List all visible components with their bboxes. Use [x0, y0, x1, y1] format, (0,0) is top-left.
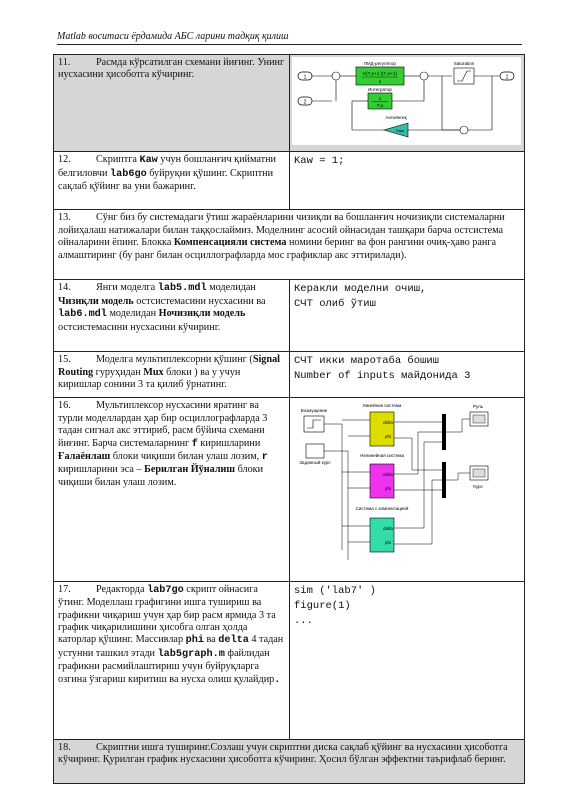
task-table [53, 54, 525, 784]
code-inline-kaw: Kaw [139, 155, 158, 167]
task-row-18 [54, 739, 525, 783]
task-text-11 [54, 55, 290, 152]
text-fragment: киришларини [197, 437, 261, 449]
header-divider [57, 44, 522, 45]
task-number: 12. [58, 154, 71, 166]
saturation-block [454, 68, 474, 84]
code-inline-lab5graph: lab5graph.m [157, 648, 225, 660]
code-line: Kaw = 1; [294, 155, 345, 168]
text-fragment: Скриптга [96, 154, 140, 166]
saturation-label: Saturation [453, 61, 475, 66]
task-text-18 [54, 739, 525, 783]
task-number: 11. [58, 57, 71, 68]
antiwindup-label: Антиянгиқ [385, 115, 407, 120]
code-line: figure(1) [294, 599, 351, 612]
code-line: sim ('lab7' ) [294, 584, 376, 597]
task-text: Скриптни ишга туширинг.Созлаш учун скриптни диска сақлаб қўйинг ва нусхасини ҳисоботга кўчиринг. Қурилган график нусхасини ҳисоботга кўчиринг. Ҳосил бўлган эффектни таърифлаб беринг. [58, 741, 508, 766]
sys2-phi-port: phi [384, 486, 392, 492]
task-text-14 [54, 280, 290, 352]
text-fragment: остсистемасини нусхасини ва [133, 295, 266, 307]
task-number: 13. [58, 212, 71, 224]
task-row-13 [54, 210, 525, 280]
task-text-12 [54, 152, 290, 210]
sys3-label: Система с компенсацией [355, 506, 409, 512]
bold-term: Signal Routing [58, 354, 280, 378]
text-fragment: скрипт ойнасига ўтинг. Моделлаш графигини ишга тушириш ва графикни чиқариш учун ҳар бир расм ярмида 3 та график чиқарилишини ҳисобга олган ҳолда каторлар қўшинг. Массивлар [58, 583, 276, 646]
output-port-1-label: 1 [505, 74, 509, 81]
code-line: Керакли моделни очиш, [294, 283, 427, 296]
text-fragment: Мультиплексор нусхасини яратинг ва турли моделлардан ҳар бир осциллографларда 3 тадан сигнал акс эттириб, расм бўйича схемани йиғинг. Барча системаларнинг [58, 400, 268, 449]
bold-term: Ғалаёнлаш [58, 451, 111, 463]
code-inline-r: r [261, 452, 268, 464]
task-text-13 [54, 210, 525, 280]
scope2-label: Курс [473, 484, 483, 490]
code-cell-14 [290, 280, 525, 352]
task-number: 14. [58, 282, 71, 294]
task-text-17 [54, 581, 290, 739]
task-number: 18. [58, 741, 71, 753]
task-row-17 [54, 581, 525, 739]
bold-term: Берилган Йўналиш [144, 464, 236, 476]
sum-junction-3 [460, 126, 468, 134]
task-text: Расмда кўрсатилган схемани йиғинг. Унинг нусхасини ҳисоботга кўчиринг. [58, 57, 285, 81]
code-cell-12 [290, 152, 525, 210]
kaw-gain-label: Kaw [396, 128, 404, 133]
task-row-15 [54, 352, 525, 398]
text-fragment: Редакторда [96, 583, 148, 595]
code-line: СЧТ олиб ўтиш [294, 298, 376, 311]
code-inline-dot: . [274, 674, 281, 686]
code-line: СЧТ икки маротаба бошиш [294, 355, 439, 368]
compensated-system-block [370, 518, 394, 552]
task-text-15 [54, 352, 290, 398]
text-fragment: остсистемасини нусхасини кўчиринг. [58, 321, 221, 333]
sys2-label: Нелинейная система [359, 453, 405, 459]
mux-2 [442, 462, 446, 498]
input-port-2-label: 2 [303, 99, 307, 106]
code-cell-17 [290, 581, 525, 739]
text-fragment: блоки ) ва у учун киришлар сонини 3 та қилиб ўрнатинг. [58, 366, 241, 391]
mux-diagram [292, 400, 521, 574]
sum-junction-2 [420, 72, 428, 80]
sys2-delta-port: delta [383, 472, 393, 478]
code-inline-lab6go: lab6go [110, 168, 147, 180]
bold-term: Чизиқли модель [58, 295, 134, 307]
text-fragment: Янги моделга [96, 282, 158, 294]
code-line: Number of inputs майдонида 3 [294, 370, 471, 383]
text-fragment: гуруҳидан [93, 366, 144, 378]
text-fragment: блоки чиқиши билан улаш лозим, [110, 451, 262, 463]
code-inline-lab5: lab5.mdl [157, 283, 207, 295]
code-inline-phi: phi [185, 635, 204, 647]
text-fragment: номини беринг ва фон рангини очиқ-ҳаво ранга алмаштиринг (бу ранг билан осциллографларда мос графиклар акс эттирилади). [58, 237, 497, 261]
sys3-delta-port: delta [383, 526, 393, 532]
mux-diagram-cell [290, 398, 525, 581]
step-block [304, 416, 324, 432]
bold-term: Mux [143, 366, 164, 378]
page-header: Matlab воситаси ёрдамида АБС ларини тадқиқ қилиш [57, 31, 289, 42]
text-fragment: файлидан графикни расмийлаштириш учун буйруқларга озгина ўзгариш киритиш ва нусха олиш қулайдир [58, 647, 275, 685]
sum-junction-1 [332, 72, 340, 80]
pid-formula: K(T₁s+1 )(T₂s+1) [363, 71, 397, 76]
text-fragment: Моделга мультиплексорни қўшинг ( [96, 354, 253, 366]
text-fragment: киришларини эса – [58, 464, 145, 476]
text-fragment: блоки чиқиши билан улаш лозим. [58, 464, 264, 488]
bold-term: Компенсацияли система [173, 237, 287, 249]
code-line: ... [294, 614, 313, 627]
integrator-label: Интегратор [368, 87, 392, 92]
sys1-delta-port: delta [383, 420, 393, 426]
task-number: 16. [58, 400, 71, 412]
ref-course-label: Заданный курс [299, 460, 331, 466]
integrator-numerator: 1 [378, 96, 382, 101]
code-inline-lab6: lab6.mdl [58, 309, 107, 321]
linear-system-block [370, 412, 394, 446]
text-fragment: Сўнг биз бу системадаги ўтиш жараёнларини чизиқли ва бошланғич ночизиқли системаларни лойиҳалаш натижалари билан таққослаймиз. Моделнинг асосий ойнасидан ташқари барча остсистема ойналарини ёпинг. Блокка [58, 212, 505, 249]
code-cell-15 [290, 352, 525, 398]
task-number: 15. [58, 354, 71, 366]
ref-course-block [306, 444, 324, 458]
task-row-16 [54, 398, 525, 581]
text-fragment: моделидан [106, 308, 159, 320]
scope1-label: Руль [472, 404, 484, 410]
nonlinear-system-block [370, 464, 394, 498]
code-inline-delta: delta [218, 635, 249, 647]
integrator-denominator: T₁s [376, 103, 384, 108]
pid-label: ПИД-регулятор [364, 61, 396, 66]
text-fragment: моделидан [206, 282, 256, 294]
text-fragment: ва [203, 634, 219, 646]
text-fragment: 4 тадан устунни ташкил этади [58, 634, 284, 659]
task-row-12 [54, 152, 525, 210]
bold-term: Ночизиқли модель [158, 308, 246, 320]
code-inline-lab7go: lab7go [147, 584, 184, 596]
code-inline-f: f [191, 438, 198, 450]
task-number: 17. [58, 583, 71, 595]
sys1-label: Линейная система [362, 403, 402, 409]
sys1-phi-port: phi [384, 434, 392, 440]
step-label: Возмущение [300, 408, 328, 414]
input-port-1-label: 1 [303, 74, 307, 81]
mux-1 [442, 414, 446, 450]
pid-diagram-cell [290, 55, 525, 152]
task-row-14 [54, 280, 525, 352]
pid-antiwindup-diagram [292, 57, 521, 145]
pid-denominator: s [378, 79, 382, 84]
task-text-16 [54, 398, 290, 581]
task-row-11 [54, 55, 525, 152]
text-fragment: учун бошланғич қийматни белгиловчи [58, 154, 276, 179]
text-fragment: буйруқни қўшинг. Скриптни сақлаб қўйинг ва уни бажаринг. [58, 167, 274, 193]
sys3-phi-port: phi [384, 540, 392, 546]
